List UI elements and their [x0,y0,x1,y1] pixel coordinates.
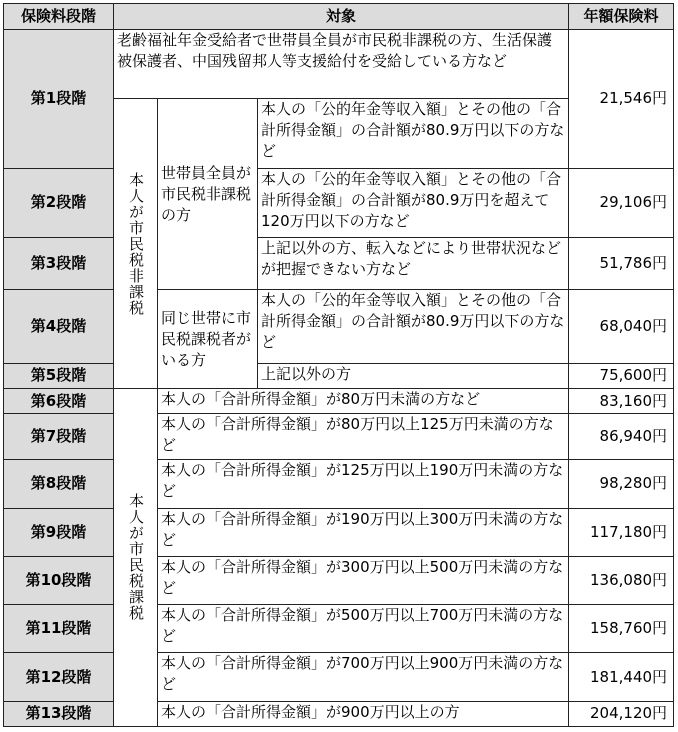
desc-cell: 上記以外の方 [258,363,569,388]
amount-cell: 83,160円 [569,388,674,413]
table-row [4,605,674,653]
stage-label: 第6段階 [4,388,114,413]
premium-table [3,3,674,727]
amount-cell: 51,786円 [569,237,674,289]
stage-label: 第3段階 [4,237,114,289]
desc-cell: 本人の「合計所得金額」が125万円以上190万円未満の方など [158,460,569,508]
amount-cell: 68,040円 [569,290,674,363]
desc-cell: 老齢福祉年金受給者で世帯員全員が市民税非課税の方、生活保護被保護者、中国残留邦人等支援給付を受給している方など [114,30,569,99]
group-taxed: 本人が市民税課税 [114,388,158,726]
stage-label: 第9段階 [4,508,114,556]
stage-label: 第4段階 [4,290,114,363]
group-non-taxed: 本人が市民税非課税 [114,99,158,389]
amount-cell: 29,106円 [569,168,674,237]
table-row [4,508,674,556]
table-row [4,168,674,237]
stage-label: 第7段階 [4,414,114,460]
table-row [4,237,674,289]
desc-cell: 本人の「公的年金等収入額」とその他の「合計所得金額」の合計額が80.9万円以下の方など [258,290,569,363]
header-target: 対象 [114,4,569,30]
desc-cell: 本人の「合計所得金額」が700万円以上900万円未満の方など [158,653,569,701]
stage-label: 第13段階 [4,701,114,726]
desc-cell: 上記以外の方、転入などにより世帯状況などが把握できない方など [258,237,569,289]
stage-label: 第12段階 [4,653,114,701]
desc-cell: 本人の「合計所得金額」が190万円以上300万円未満の方など [158,508,569,556]
stage-label: 第11段階 [4,605,114,653]
stage-label: 第10段階 [4,556,114,604]
table-row [4,414,674,460]
table-row [4,30,674,99]
table-row [4,701,674,726]
table-row [4,290,674,363]
stage-label: 第5段階 [4,363,114,388]
table-row [4,653,674,701]
amount-cell: 117,180円 [569,508,674,556]
amount-cell: 86,940円 [569,414,674,460]
group-household-taxed: 同じ世帯に市民税課税者がいる方 [158,290,258,389]
table-row [4,363,674,388]
desc-cell: 本人の「公的年金等収入額」とその他の「合計所得金額」の合計額が80.9万円以下の方など [258,99,569,168]
header-stage: 保険料段階 [4,4,114,30]
amount-cell: 204,120円 [569,701,674,726]
desc-cell: 本人の「合計所得金額」が300万円以上500万円未満の方など [158,556,569,604]
desc-cell: 本人の「合計所得金額」が80万円未満の方など [158,388,569,413]
stage-label: 第1段階 [4,30,114,169]
table-row [4,556,674,604]
amount-cell: 136,080円 [569,556,674,604]
stage-label: 第8段階 [4,460,114,508]
group-household-non-taxed: 世帯員全員が市民税非課税の方 [158,99,258,290]
desc-cell: 本人の「合計所得金額」が500万円以上700万円未満の方など [158,605,569,653]
stage-label: 第2段階 [4,168,114,237]
table-row [4,388,674,413]
amount-cell: 181,440円 [569,653,674,701]
header-annual: 年額保険料 [569,4,674,30]
amount-cell: 158,760円 [569,605,674,653]
table-row [4,460,674,508]
amount-cell: 98,280円 [569,460,674,508]
amount-cell: 21,546円 [569,30,674,169]
header-row [4,4,674,30]
desc-cell: 本人の「公的年金等収入額」とその他の「合計所得金額」の合計額が80.9万円を超えて120万円以下の方など [258,168,569,237]
desc-cell: 本人の「合計所得金額」が80万円以上125万円未満の方など [158,414,569,460]
desc-cell: 本人の「合計所得金額」が900万円以上の方 [158,701,569,726]
amount-cell: 75,600円 [569,363,674,388]
